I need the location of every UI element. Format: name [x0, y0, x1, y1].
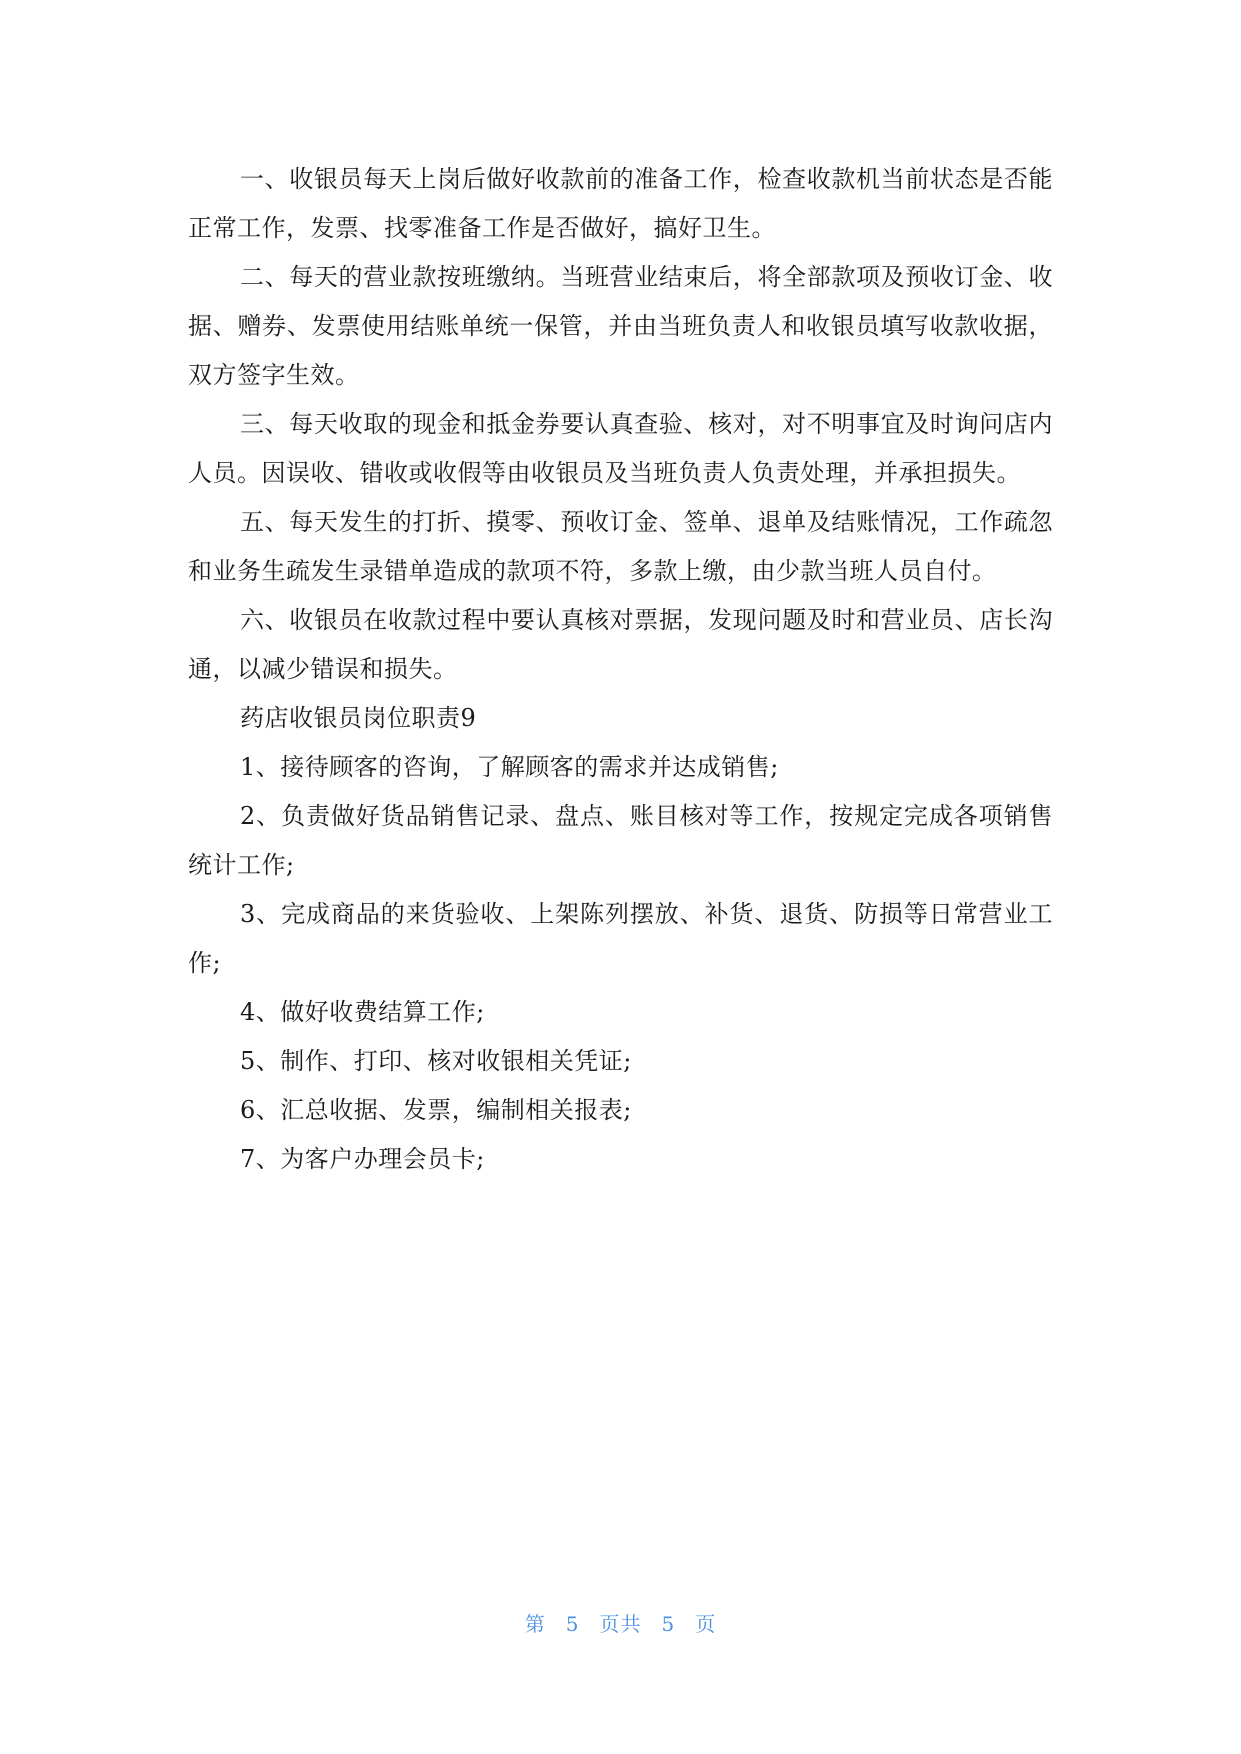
list-item: 2、负责做好货品销售记录、盘点、账目核对等工作，按规定完成各项销售统计工作;	[188, 802, 1053, 879]
list-item: 6、汇总收据、发票，编制相关报表;	[240, 1096, 632, 1124]
paragraph-6: 六、收银员在收款过程中要认真核对票据，发现问题及时和营业员、店长沟通，以减少错误和损失。	[188, 606, 1053, 683]
list-item: 7、为客户办理会员卡;	[240, 1145, 485, 1173]
footer-current-page: 5	[565, 1612, 580, 1636]
list-item: 3、完成商品的来货验收、上架陈列摆放、补货、退货、防损等日常营业工作;	[188, 900, 1053, 977]
footer-label-of: 页共	[599, 1612, 642, 1636]
paragraph-3: 三、每天收取的现金和抵金券要认真查验、核对，对不明事宜及时询问店内人员。因误收、错收或收假等由收银员及当班负责人负责处理，并承担损失。	[188, 410, 1053, 487]
section-heading: 药店收银员岗位职责9	[240, 704, 477, 732]
paragraph-1: 一、收银员每天上岗后做好收款前的准备工作，检查收款机当前状态是否能正常工作，发票、找零准备工作是否做好，搞好卫生。	[188, 165, 1053, 242]
paragraph-5: 五、每天发生的打折、摸零、预收订金、签单、退单及结账情况，工作疏忽和业务生疏发生录错单造成的款项不符，多款上缴，由少款当班人员自付。	[188, 508, 1053, 585]
paragraph-2: 二、每天的营业款按班缴纳。当班营业结束后，将全部款项及预收订金、收据、赠券、发票使用结账单统一保管，并由当班负责人和收银员填写收款收据，双方签字生效。	[188, 263, 1053, 389]
document-body	[188, 155, 1053, 1184]
list-item: 1、接待顾客的咨询，了解顾客的需求并达成销售;	[240, 753, 779, 781]
footer-label-end: 页	[695, 1612, 717, 1636]
page-footer	[0, 1608, 1241, 1637]
footer-label-page: 第	[524, 1612, 546, 1636]
footer-total-pages: 5	[661, 1612, 676, 1636]
list-item: 5、制作、打印、核对收银相关凭证;	[240, 1047, 632, 1075]
list-item: 4、做好收费结算工作;	[240, 998, 485, 1026]
